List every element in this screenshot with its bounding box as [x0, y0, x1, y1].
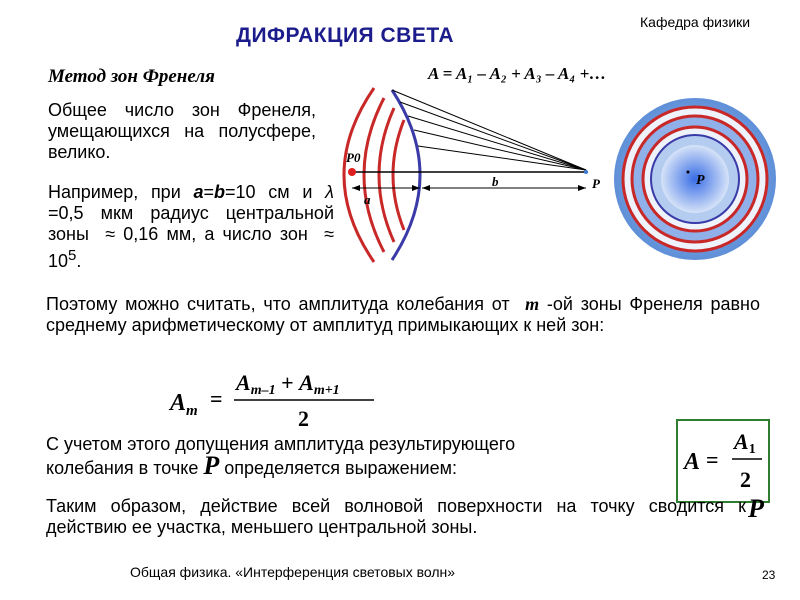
formula-result-lhs: A: [684, 449, 701, 475]
wavefront-arc: [392, 90, 420, 260]
fresnel-zone-diagram: [336, 80, 626, 270]
formula-mean-lhs: $A_m$: [170, 390, 198, 419]
formula-mean-denominator: 2: [298, 406, 309, 431]
paragraph-example: Например, при a=b=10 см и λ =0,5 мкм радиус центральной зоны ≈ 0,16 мм, а число зон ≈ $10^5$.: [48, 182, 334, 271]
formula-mean-equals: =: [210, 386, 223, 411]
paragraph-conclusion: Таким образом, действие всей волновой поверхности на точку сводится к действию ее участка, меньшего центральной зоны.: [46, 496, 746, 537]
zone-arc-4: [393, 120, 404, 230]
formula-mean-amplitude: [166, 366, 386, 432]
label-P: P: [592, 176, 600, 191]
central-zone: [661, 145, 729, 213]
zone-arc-1: [344, 88, 374, 262]
label-a: a: [364, 192, 371, 207]
section-subtitle: Метод зон Френеля: [48, 66, 215, 87]
zone-sum-formula: A = A₁ – A₂ + A₃ – A₄ +…: [428, 64, 607, 83]
footer-course: Общая физика. «Интерференция световых волн»: [130, 564, 456, 580]
formula-result-equals: =: [706, 447, 719, 472]
paragraph-result: [46, 434, 646, 479]
p4-line2-after: определяется выражением:: [224, 458, 457, 478]
ray-5: [418, 146, 586, 170]
ray-2: [400, 102, 586, 170]
label-P-zones: P: [696, 173, 705, 188]
dimension-b-arrow-left: [422, 185, 430, 191]
ray-3: [408, 116, 586, 170]
department-label: Кафедра физики: [640, 14, 751, 30]
page-number: 23: [762, 568, 776, 582]
dimension-a-arrow-left: [352, 185, 360, 191]
source-point: [348, 168, 356, 176]
p4-line2-before: колебания в точке: [46, 458, 199, 478]
paragraph-zone-count: Общее число зон Френеля, умещающихся на полусфере, велико.: [48, 100, 316, 162]
ray-4: [414, 130, 586, 170]
page-title: ДИФРАКЦИЯ СВЕТА: [236, 24, 454, 47]
p4-line1: С учетом этого допущения амплитуда результирующего: [46, 434, 516, 454]
point-P-symbol: P: [203, 451, 220, 480]
point-P-symbol-2: P: [748, 494, 764, 523]
zones-front-view: [612, 96, 778, 262]
result-formula-box: [676, 419, 770, 503]
formula-result-denominator: 2: [740, 467, 751, 492]
dimension-b-arrow-right: [578, 185, 586, 191]
zone-arc-2: [364, 98, 384, 252]
label-P0: P0: [346, 150, 361, 165]
ray-1: [392, 90, 586, 170]
center-point: [687, 171, 690, 174]
formula-result-numerator: A1: [734, 429, 756, 457]
label-b: b: [492, 174, 499, 189]
paragraph-mean-amplitude: Поэтому можно считать, что амплитуда колебания от m -ой зоны Френеля равно среднему арифметическому от амплитуд примыкающих к ней зон:: [46, 294, 760, 335]
formula-result: [678, 421, 768, 501]
observation-point: [584, 170, 588, 174]
formula-mean-numerator: Am–1 + Am+1: [236, 370, 340, 398]
